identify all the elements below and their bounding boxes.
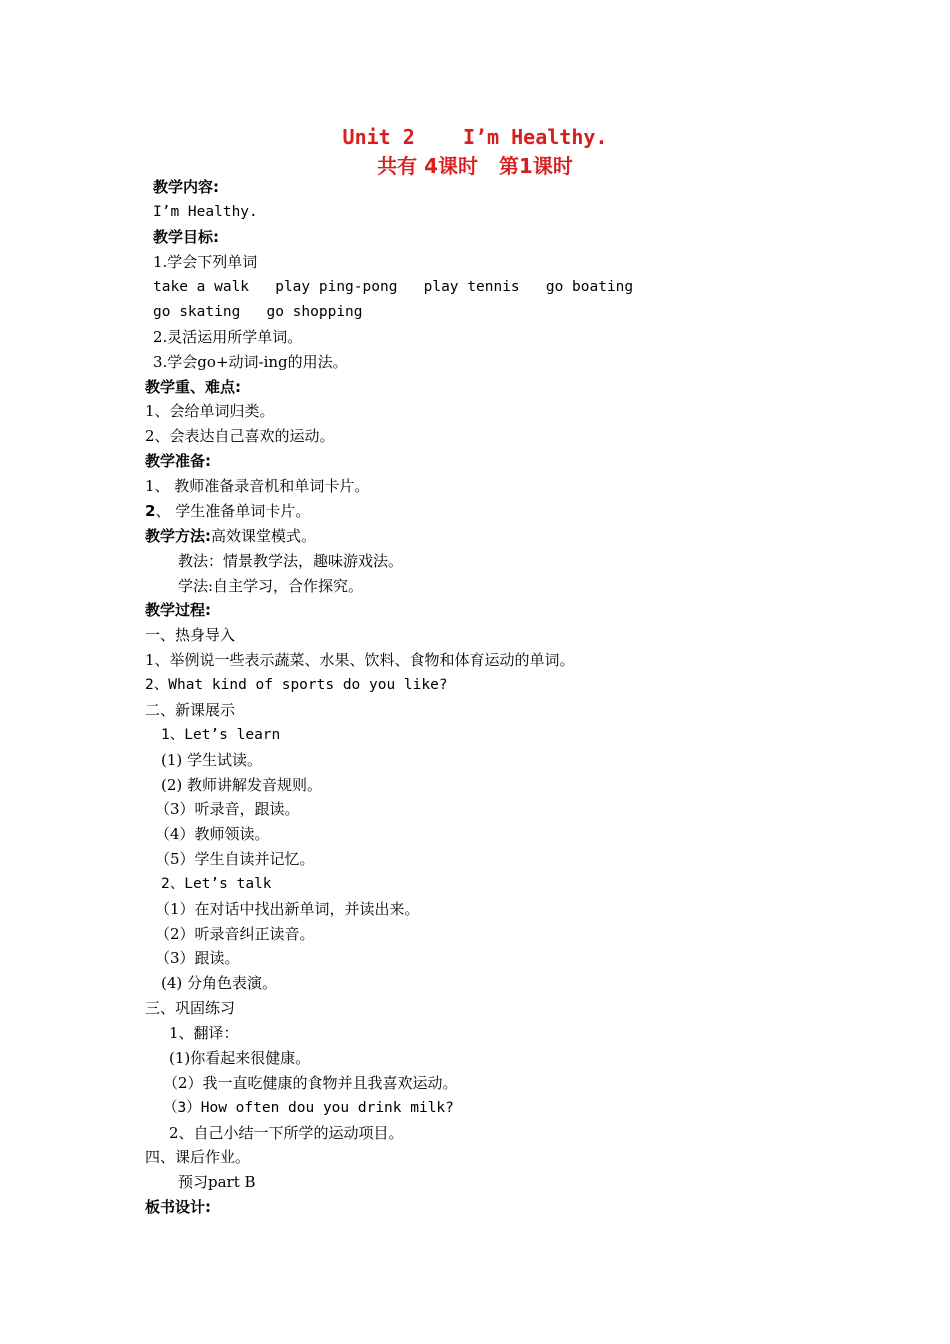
section-2-title: 二、新课展示 — [145, 701, 236, 719]
content-heading: 教学内容: — [153, 178, 219, 196]
preparation-2-number: 2 — [145, 502, 156, 520]
section-2-item-1c: （3）听录音，跟读。 — [155, 800, 300, 818]
learning-method: 学法:自主学习，合作探究。 — [178, 577, 364, 595]
section-2-item-2a: （1）在对话中找出新单词，并读出来。 — [155, 900, 420, 918]
preparation-heading: 教学准备: — [145, 452, 211, 470]
section-2-item-2c: （3）跟读。 — [155, 949, 240, 967]
section-4-title: 四、课后作业。 — [145, 1148, 251, 1166]
objectives-heading: 教学目标: — [153, 228, 219, 246]
title-line-1: Unit 2 I’m Healthy. — [342, 125, 608, 149]
section-3-item-1b: （2）我一直吃健康的食物并且我喜欢运动。 — [163, 1074, 458, 1092]
preparation-2-text: 、 学生准备单词卡片。 — [155, 502, 311, 520]
key-point-1: 1、会给单词归类。 — [145, 402, 275, 420]
section-2-item-2d: (4) 分角色表演。 — [161, 974, 278, 992]
title-line-2: 共有 4课时 第1课时 — [377, 154, 573, 178]
methods-value: 高效课堂模式。 — [211, 527, 317, 545]
process-heading: 教学过程: — [145, 601, 211, 619]
vocab-line-2: go skating go shopping — [153, 304, 363, 320]
section-2-item-2: 2、Let’s talk — [161, 876, 272, 892]
content-text: I’m Healthy. — [153, 204, 258, 220]
section-1-title: 一、热身导入 — [145, 626, 236, 644]
section-1-item-2: 2、What kind of sports do you like? — [145, 677, 448, 693]
objective-3: 3.学会go+动词-ing的用法。 — [153, 353, 348, 371]
objective-1: 1.学会下列单词 — [153, 253, 258, 271]
objective-2: 2.灵活运用所学单词。 — [153, 328, 303, 346]
section-3-item-1a: (1)你看起来很健康。 — [169, 1049, 311, 1067]
section-4-item-1: 预习part B — [178, 1173, 256, 1191]
section-2-item-1: 1、Let’s learn — [161, 727, 281, 743]
section-2-item-2b: （2）听录音纠正读音。 — [155, 925, 315, 943]
board-design-heading: 板书设计: — [145, 1198, 211, 1216]
section-3-title: 三、巩固练习 — [145, 999, 236, 1017]
teaching-method: 教法：情景教学法，趣味游戏法。 — [178, 552, 404, 570]
section-2-item-1d: （4）教师领读。 — [155, 825, 270, 843]
section-2-item-1e: （5）学生自读并记忆。 — [155, 850, 315, 868]
key-point-2: 2、会表达自己喜欢的运动。 — [145, 427, 335, 445]
preparation-1: 1、 教师准备录音机和单词卡片。 — [145, 477, 370, 495]
section-1-item-1: 1、举例说一些表示蔬菜、水果、饮料、食物和体育运动的单词。 — [145, 651, 575, 669]
preparation-2 — [145, 501, 310, 521]
key-points-heading: 教学重、难点: — [145, 378, 241, 396]
section-3-item-2: 2、自己小结一下所学的运动项目。 — [169, 1124, 404, 1142]
section-3-item-1: 1、翻译： — [169, 1024, 239, 1042]
vocab-line-1: take a walk play ping-pong play tennis go boating — [153, 279, 634, 295]
methods-line — [145, 526, 316, 546]
section-2-item-1a: (1) 学生试读。 — [161, 751, 263, 769]
methods-heading: 教学方法: — [145, 527, 211, 545]
section-3-item-1c: （3）How often dou you drink milk? — [163, 1100, 454, 1116]
section-2-item-1b: (2) 教师讲解发音规则。 — [161, 776, 323, 794]
